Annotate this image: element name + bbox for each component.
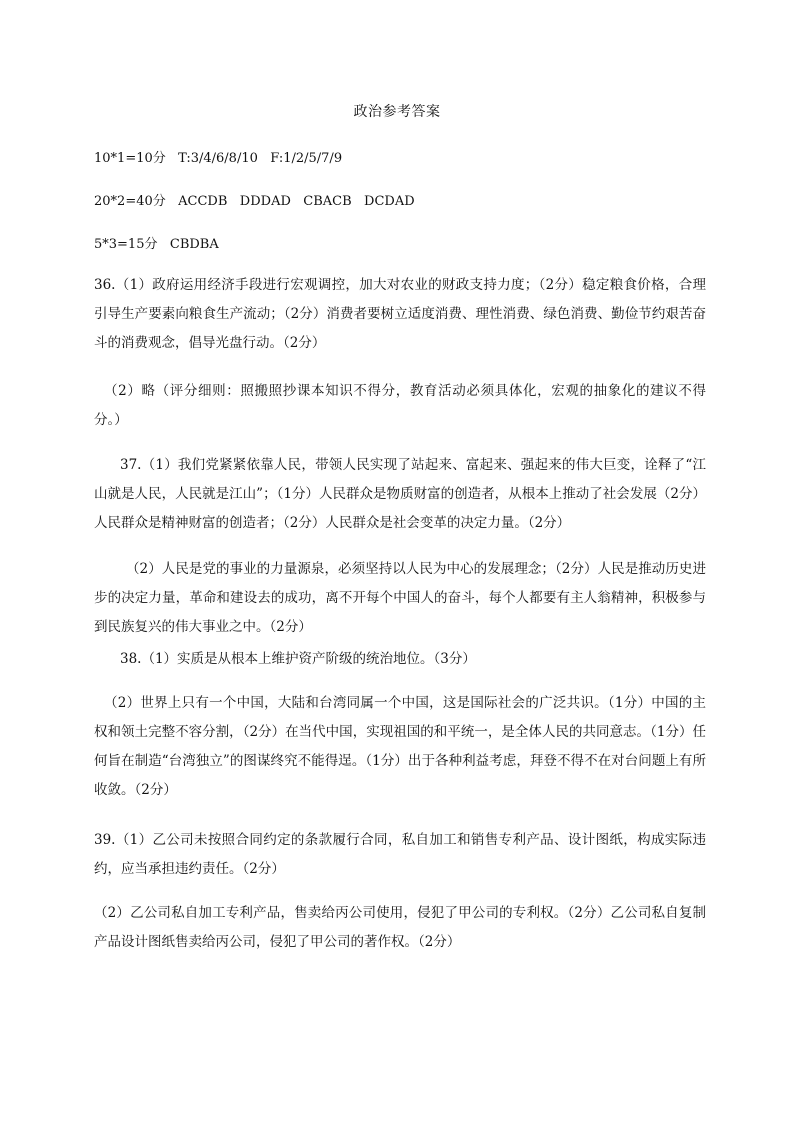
answer-39-part-1	[94, 826, 706, 884]
answer-36-part-2	[94, 377, 706, 435]
score-line-multi-choice: 5*3=15分 CBDBA	[94, 237, 219, 252]
answer-39-part-2-text: （2）乙公司私自加工专利产品，售卖给丙公司使用，侵犯了甲公司的专利权。（2分）乙公司私自复制产品设计图纸售卖给丙公司，侵犯了甲公司的著作权。（2分）	[94, 905, 706, 950]
page-title: 政治参考答案	[353, 104, 441, 120]
answer-36-part-1	[94, 271, 706, 358]
score-line-judgement: 10*1=10分 T:3/4/6/8/10 F:1/2/5/7/9	[94, 151, 343, 166]
answer-39-part-2	[94, 899, 706, 957]
answer-37-part-1-text: 37.（1）我们党紧紧依靠人民，带领人民实现了站起来、富起来、强起来的伟大巨变，诠释了“江山就是人民，人民就是江山”；（1分）人民群众是物质财富的创造者，从根本上推动了社会发展（2分）人民群众是精神财富的创造者；（2分）人民群众是社会变革的决定力量。（2分）	[94, 457, 706, 531]
answer-39-part-1-text: 39.（1）乙公司未按照合同约定的条款履行合同，私自加工和销售专利产品、设计图纸，构成实际违约，应当承担违约责任。（2分）	[94, 832, 706, 877]
answer-37-part-2-text: （2）人民是党的事业的力量源泉，必须坚持以人民为中心的发展理念；（2分）人民是推动历史进步的决定力量，革命和建设去的成功，离不开每个中国人的奋斗，每个人都要有主人翁精神，积极参与到民族复兴的伟大事业之中。（2分）	[94, 561, 706, 635]
answer-36-part-1-text: 36.（1）政府运用经济手段进行宏观调控，加大对农业的财政支持力度；（2分）稳定粮食价格，合理引导生产要素向粮食生产流动；（2分）消费者要树立适度消费、理性消费、绿色消费、勤俭节约艰苦奋斗的消费观念，倡导光盘行动。（2分）	[94, 277, 706, 351]
answer-37-part-2	[94, 555, 706, 642]
answer-38-part-2-text: （2）世界上只有一个中国，大陆和台湾同属一个中国，这是国际社会的广泛共识。（1分）中国的主权和领土完整不容分割，（2分）在当代中国，实现祖国的和平统一，是全体人民的共同意志。（1分）任何旨在制造“台湾独立”的图谋终究不能得逞。（1分）出于各种利益考虑，拜登不得不在对台问题上有所收敛。（2分）	[94, 695, 706, 798]
answer-38-part-1	[94, 645, 706, 674]
answer-38-part-2	[94, 689, 706, 805]
answer-37-part-1	[94, 451, 706, 538]
answer-36-part-2-text: （2）略（评分细则：照搬照抄课本知识不得分，教育活动必须具体化，宏观的抽象化的建议不得分。）	[94, 383, 706, 428]
score-line-single-choice: 20*2=40分 ACCDB DDDAD CBACB DCDAD	[94, 194, 415, 209]
answer-38-part-1-text: 38.（1）实质是从根本上维护资产阶级的统治地位。（3分）	[120, 651, 476, 667]
